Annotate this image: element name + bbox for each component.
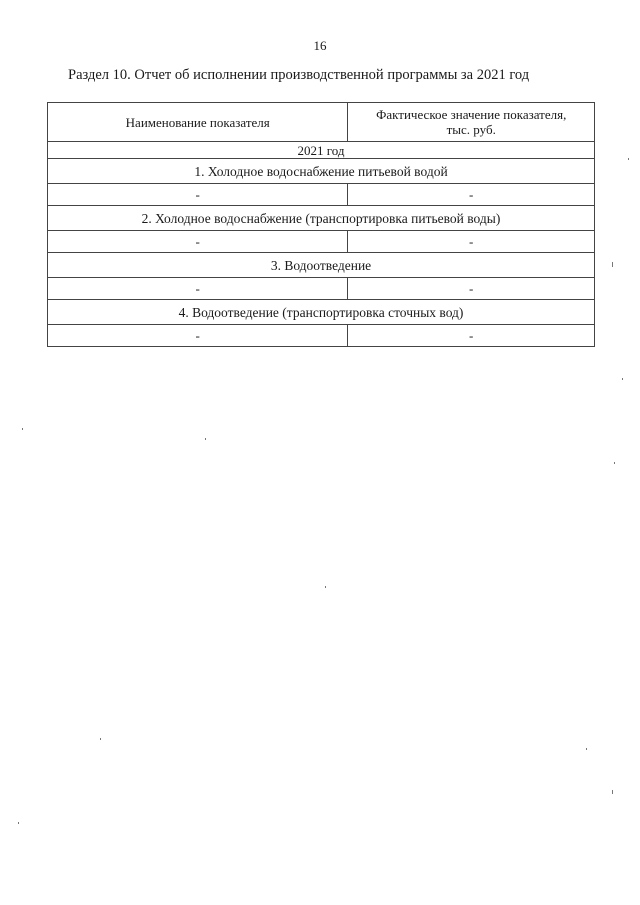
value-cell-indicator: - [48, 184, 348, 206]
group-title-3: 3. Водоотведение [48, 253, 595, 278]
scan-speck [612, 790, 613, 794]
value-cell-actual: - [348, 231, 595, 253]
scan-speck [612, 262, 613, 267]
scan-speck [22, 428, 23, 430]
group-row-1 [48, 159, 595, 184]
table-header-row [48, 103, 595, 142]
value-cell-indicator: - [48, 231, 348, 253]
table-row [48, 325, 595, 347]
scan-speck [205, 438, 206, 440]
scan-speck [628, 158, 629, 160]
header-actual-value-line2: тыс. руб. [446, 122, 496, 137]
scan-speck [614, 462, 615, 464]
header-indicator-name: Наименование показателя [48, 103, 348, 142]
group-title-4: 4. Водоотведение (транспортировка сточных вод) [48, 300, 595, 325]
scan-speck [586, 748, 587, 750]
group-row-3 [48, 253, 595, 278]
header-actual-value-line1: Фактическое значение показателя, [376, 107, 567, 122]
group-title-2: 2. Холодное водоснабжение (транспортировка питьевой воды) [48, 206, 595, 231]
value-cell-actual: - [348, 325, 595, 347]
value-cell-actual: - [348, 184, 595, 206]
group-title-1: 1. Холодное водоснабжение питьевой водой [48, 159, 595, 184]
year-label: 2021 год [48, 142, 595, 159]
table-row [48, 278, 595, 300]
value-cell-actual: - [348, 278, 595, 300]
scan-speck [18, 822, 19, 824]
group-row-2 [48, 206, 595, 231]
table-row [48, 231, 595, 253]
page-number: 16 [313, 38, 327, 53]
scan-speck [622, 378, 623, 380]
year-row [48, 142, 595, 159]
value-cell-indicator: - [48, 278, 348, 300]
section-title: Раздел 10. Отчет об исполнении производственной программы за 2021 год [68, 67, 530, 83]
report-table [47, 102, 595, 347]
table-row [48, 184, 595, 206]
value-cell-indicator: - [48, 325, 348, 347]
header-actual-value [348, 103, 595, 142]
scan-speck [100, 738, 101, 740]
scan-speck [325, 586, 326, 588]
group-row-4 [48, 300, 595, 325]
